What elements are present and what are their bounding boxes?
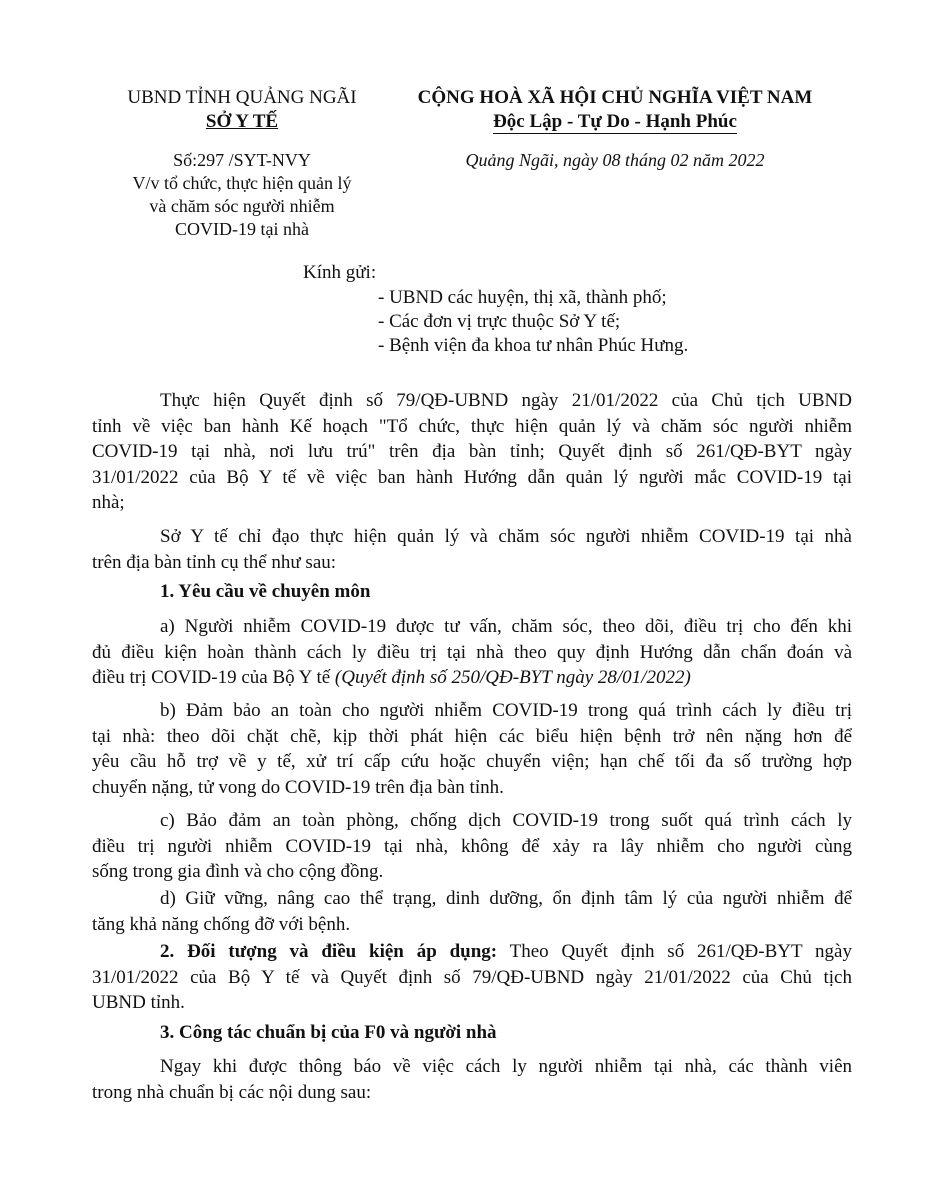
text-line: UBND tỉnh. — [92, 992, 185, 1013]
section-heading-3: 3. Công tác chuẩn bị của F0 và người nhà — [160, 1022, 497, 1043]
text-line: Thực hiện Quyết định số 79/QĐ-UBND ngày 21/01/2022 của Chủ tịch UBND — [160, 390, 852, 411]
text-line: b) Đảm bảo an toàn cho người nhiễm COVID-19 trong quá trình cách ly điều trị — [160, 700, 852, 721]
paragraph-c — [92, 808, 852, 885]
paragraph-a — [92, 614, 852, 691]
nation-title: CỘNG HOÀ XÃ HỘI CHỦ NGHĨA VIỆT NAM — [417, 87, 813, 108]
document-number: Số:297 /SYT-NVY — [173, 150, 311, 170]
text-line: 31/01/2022 của Bộ Y tế và Quyết định số 79/QĐ-UBND ngày 21/01/2022 của Chủ tịch — [92, 966, 852, 988]
recipients-label: Kính gửi: — [303, 262, 377, 283]
place-date: Quảng Ngãi, ngày 08 tháng 02 năm 2022 — [465, 150, 765, 170]
text-line: sống trong gia đình và cho cộng đồng. — [92, 861, 384, 882]
text-line: chuyển nặng, tử vong do COVID-19 trên địa bàn tỉnh. — [92, 776, 504, 798]
text-line: c) Bảo đảm an toàn phòng, chống dịch COVID-19 trong suốt quá trình cách ly — [160, 810, 852, 831]
paragraph-intro — [92, 388, 852, 516]
paragraph-preparation — [92, 1054, 852, 1105]
agency-name: SỞ Y TẾ — [205, 111, 279, 132]
recipient-item: - Bệnh viện đa khoa tư nhân Phúc Hưng. — [378, 335, 689, 356]
text-line: Sở Y tế chỉ đạo thực hiện quản lý và chăm sóc người nhiễm COVID-19 tại nhà — [160, 526, 852, 547]
text-segment: điều trị COVID-19 của Bộ Y tế — [92, 667, 335, 688]
text-line: trong nhà chuẩn bị các nội dung sau: — [92, 1081, 372, 1103]
text-line: trên địa bàn tỉnh cụ thể như sau: — [92, 551, 337, 573]
text-line: d) Giữ vững, nâng cao thể trạng, dinh dưỡng, ổn định tâm lý của người nhiễm để — [160, 888, 852, 909]
text-line: 31/01/2022 của Bộ Y tế về việc ban hành Hướng dẫn quản lý người mắc COVID-19 tại — [92, 466, 852, 488]
text-line — [92, 939, 852, 965]
recipient-item: - UBND các huyện, thị xã, thành phố; — [378, 287, 667, 308]
subject-line-2: và chăm sóc người nhiễm — [149, 196, 335, 216]
text-line: tại nhà: theo dõi chặt chẽ, kịp thời phát hiện các biểu hiện bệnh trở nên nặng hơn để — [92, 725, 852, 747]
text-line: điều trị người nhiễm COVID-19 tại nhà, không để xảy ra lây nhiễm cho người cùng — [92, 835, 852, 857]
section-heading-1: 1. Yêu cầu về chuyên môn — [160, 581, 371, 602]
motto-text: Độc Lập - Tự Do - Hạnh Phúc — [493, 111, 737, 132]
section-2 — [92, 939, 852, 1016]
paragraph-b — [92, 698, 852, 800]
section-heading-2: 2. Đối tượng và điều kiện áp dụng: — [160, 941, 498, 962]
recipient-item: - Các đơn vị trực thuộc Sở Y tế; — [378, 311, 621, 332]
text-line: tỉnh về việc ban hành Kế hoạch "Tổ chức, thực hiện quản lý và chăm sóc người nhiễm — [92, 415, 852, 437]
text-line: yêu cầu hỗ trợ về y tế, xử trí cấp cứu hoặc chuyển viện; hạn chế tối đa số trường hợp — [92, 751, 852, 772]
subject-line-1: V/v tổ chức, thực hiện quản lý — [132, 173, 352, 193]
motto — [385, 111, 845, 133]
decision-reference: (Quyết định số 250/QĐ-BYT ngày 28/01/2022) — [334, 667, 691, 688]
text-line: nhà; — [92, 492, 125, 513]
paragraph-d — [92, 886, 852, 937]
text-line: tăng khả năng chống đỡ với bệnh. — [92, 913, 351, 935]
text-segment: Theo Quyết định số 261/QĐ-BYT ngày — [497, 941, 852, 962]
text-line — [92, 665, 852, 691]
text-line: a) Người nhiễm COVID-19 được tư vấn, chăm sóc, theo dõi, điều trị cho đến khi — [160, 616, 852, 637]
text-line: COVID-19 tại nhà, nơi lưu trú" trên địa bàn tỉnh; Quyết định số 261/QĐ-BYT ngày — [92, 441, 852, 462]
paragraph-directive — [92, 524, 852, 575]
agency-parent: UBND TỈNH QUẢNG NGÃI — [127, 87, 357, 108]
subject-line-3: COVID-19 tại nhà — [175, 219, 309, 239]
text-line: Ngay khi được thông báo về việc cách ly người nhiễm tại nhà, các thành viên — [160, 1056, 852, 1077]
text-line: đủ điều kiện hoàn thành cách ly điều trị tại nhà theo quy định Hướng dẫn chẩn đoán và — [92, 641, 852, 663]
